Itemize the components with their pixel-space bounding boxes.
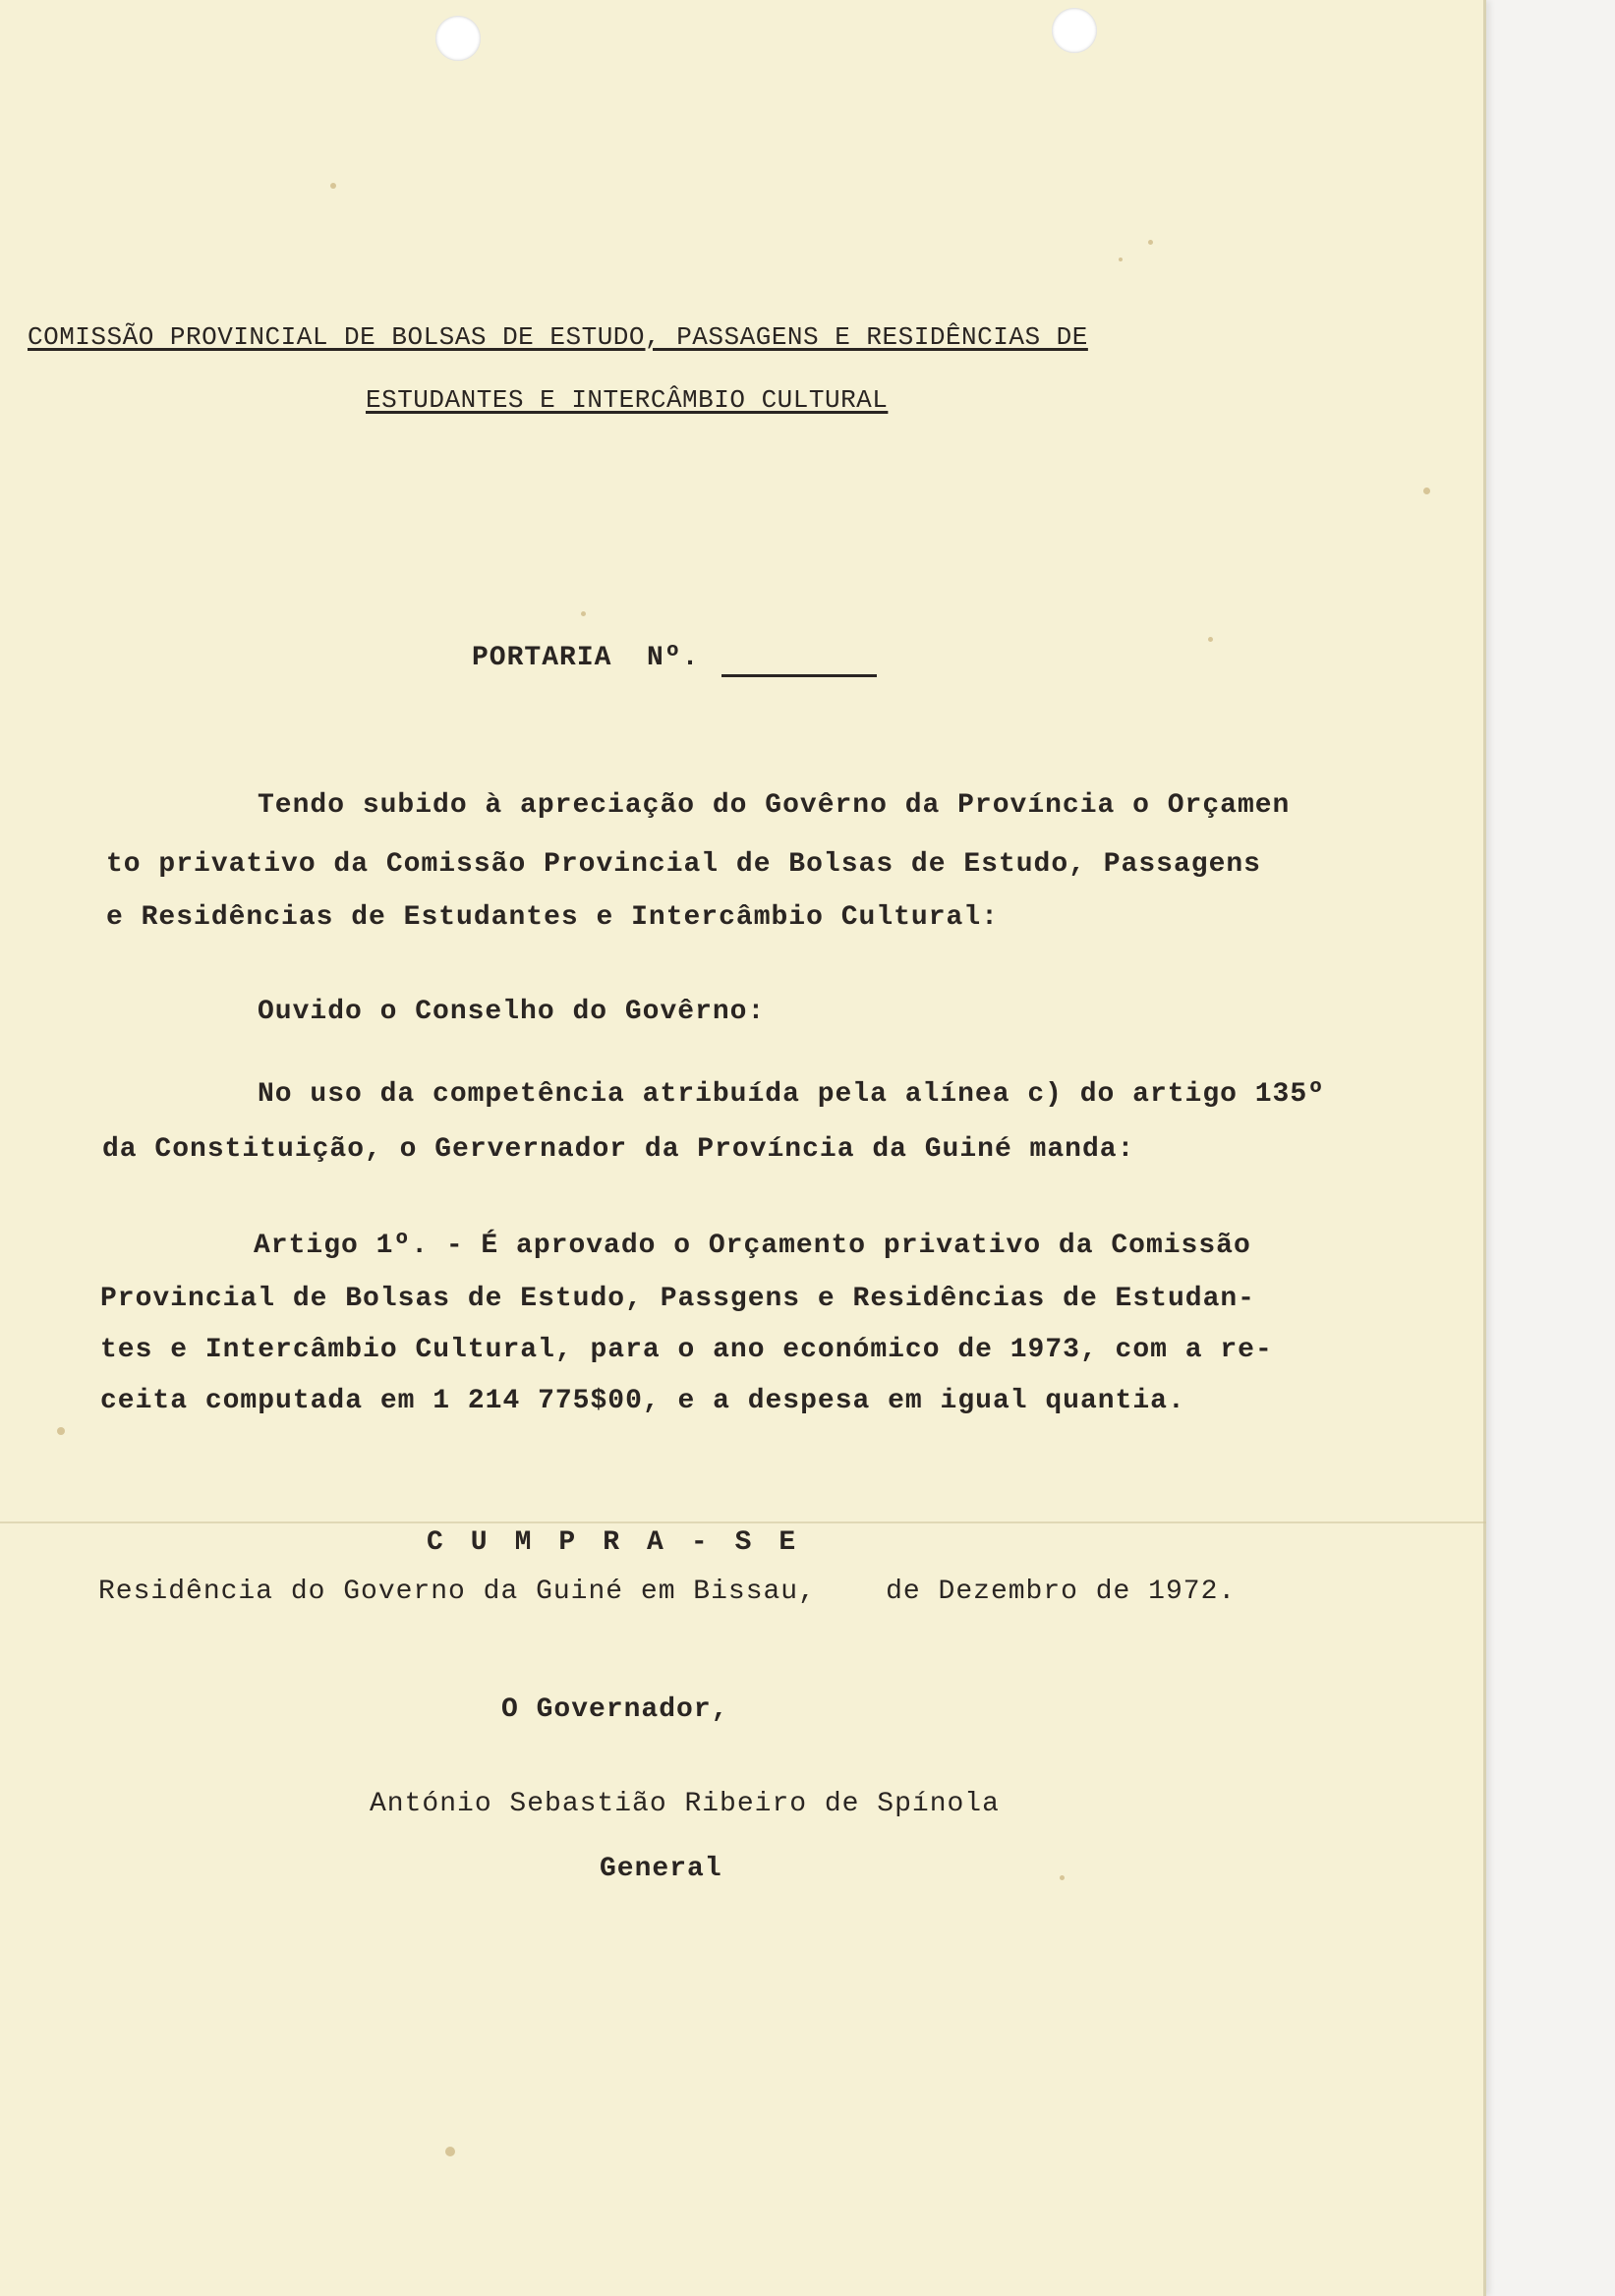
- paper-speck: [445, 2147, 455, 2156]
- paper-speck: [581, 611, 586, 616]
- heading-line-1: COMISSÃO PROVINCIAL DE BOLSAS DE ESTUDO, PASSAGENS E RESIDÊNCIAS DE: [28, 322, 1088, 352]
- paper-speck: [1148, 240, 1153, 245]
- paragraph-2: Ouvido o Conselho do Govêrno:: [258, 997, 766, 1027]
- paragraph-3-line-2: da Constituição, o Gervernador da Província da Guiné manda:: [102, 1134, 1135, 1165]
- heading-line-2: ESTUDANTES E INTERCÂMBIO CULTURAL: [366, 385, 889, 415]
- paragraph-3-line-1: No uso da competência atribuída pela alínea c) do artigo 135º: [258, 1079, 1325, 1110]
- paragraph-1-line-1: Tendo subido à apreciação do Govêrno da Província o Orçamen: [258, 790, 1291, 821]
- paper-fold: [0, 1521, 1486, 1523]
- punch-hole-left: [435, 16, 481, 61]
- article-1-line-1: Artigo 1º. - É aprovado o Orçamento privativo da Comissão: [254, 1231, 1251, 1261]
- portaria-label: PORTARIA Nº.: [472, 643, 700, 673]
- signatory-title: O Governador,: [501, 1694, 729, 1725]
- portaria-number-blank: [721, 674, 877, 677]
- signatory-name: António Sebastião Ribeiro de Spínola: [370, 1789, 1000, 1819]
- paragraph-1-line-2: to privativo da Comissão Provincial de Bolsas de Estudo, Passagens: [106, 849, 1261, 880]
- cumpra-se: CUMPRA-SE: [427, 1527, 824, 1558]
- paper-speck: [1119, 258, 1123, 261]
- paper-speck: [330, 183, 336, 189]
- place-and-date: Residência do Governo da Guiné em Bissau, de Dezembro de 1972.: [98, 1577, 1237, 1607]
- paper-speck: [1208, 637, 1213, 642]
- paragraph-1-line-3: e Residências de Estudantes e Intercâmbio Cultural:: [106, 902, 999, 933]
- paper-speck: [57, 1427, 65, 1435]
- article-1-line-2: Provincial de Bolsas de Estudo, Passgens e Residências de Estudan-: [100, 1284, 1255, 1314]
- paper-speck: [1423, 488, 1430, 494]
- signatory-rank: General: [600, 1854, 722, 1884]
- paper-speck: [1060, 1875, 1065, 1880]
- punch-hole-right: [1052, 8, 1097, 53]
- article-1-line-4: ceita computada em 1 214 775$00, e a despesa em igual quantia.: [100, 1386, 1185, 1416]
- article-1-line-3: tes e Intercâmbio Cultural, para o ano económico de 1973, com a re-: [100, 1335, 1273, 1365]
